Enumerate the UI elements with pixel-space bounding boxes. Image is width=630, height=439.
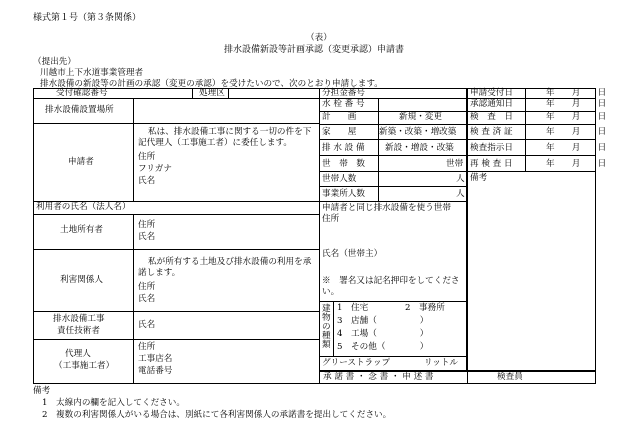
water-meter-label: 水 栓 番 号	[322, 99, 365, 109]
table-marker: （表）	[306, 33, 332, 43]
form-title: 排水設備新設等計画承認（変更承認）申請書	[224, 45, 405, 55]
office-members-label: 事業所人数	[322, 189, 365, 199]
right-row-3-value: 年 月 日	[546, 112, 607, 122]
same-household-label: 申請者と同じ排水設備を使う世帯	[322, 203, 451, 213]
right-row-6-value: 年 月 日	[546, 159, 607, 169]
agent-label-2: （工事施工者）	[54, 361, 115, 371]
plan-label: 計 画	[322, 112, 357, 122]
applicant-address: 住所	[138, 152, 156, 162]
agent-address: 住所	[138, 342, 156, 352]
households-unit: 世帯	[446, 159, 464, 169]
house-value: 新築・改築・増改築	[379, 127, 457, 137]
note-1: 1 太線内の欄を記入してください。	[42, 398, 185, 408]
right-row-6-label: 再 検 査 日	[470, 159, 513, 169]
stakeholder-consent: 私が所有する土地及び排水設備の利用を承諾します。	[138, 257, 312, 279]
user-name-label: 利用者の氏名（法人名）	[36, 202, 131, 212]
householder-name-label: 氏名（世帯主）	[322, 249, 383, 259]
house-label: 家 屋	[322, 127, 357, 137]
right-remarks-label: 備考	[470, 173, 488, 183]
building-type-4: 4 工場（ ）	[337, 329, 429, 339]
reception-number-label: 受付確認番号	[56, 88, 108, 98]
addressee: 川越市上下水道事業管理者	[40, 68, 144, 78]
stakeholder-label: 利害関係人	[60, 275, 103, 285]
agent-label-1: 代理人	[65, 349, 91, 359]
applicant-furigana: フリガナ	[138, 164, 172, 174]
households-label: 世 帯 数	[322, 159, 365, 169]
right-row-5-label: 検査指示日	[470, 143, 513, 153]
engineer-label-2: 責任技術者	[57, 326, 100, 336]
drainage-value: 新設・増設・改築	[385, 143, 454, 153]
engineer-name: 氏名	[138, 320, 156, 330]
building-type-5: 5 その他（ ）	[337, 342, 429, 352]
building-type-1: 1 住宅	[337, 303, 369, 313]
applicant-name: 氏名	[138, 176, 156, 186]
building-type-label: 建物の種類	[322, 304, 331, 351]
submit-to-label: （提出先）	[33, 57, 76, 67]
intro-text: 排水設備の新設等の計画の承認（変更の承認）を受けたいので、次のとおり申請します。	[40, 79, 383, 89]
applicant-label: 申請者	[68, 157, 94, 167]
right-row-1-label: 申請受付日	[470, 88, 513, 98]
office-members-unit: 人	[456, 189, 465, 199]
grease-trap-label: グリーストラップ	[322, 358, 391, 368]
share-number-label: 分担金番号	[322, 88, 365, 98]
seal-note: ※ 署名又は記名押印をしてください。	[322, 276, 460, 298]
stakeholder-address: 住所	[138, 282, 156, 292]
right-row-4-value: 年 月 日	[546, 127, 607, 137]
agent-phone: 電話番号	[138, 366, 173, 376]
same-household-address: 住所	[322, 214, 340, 224]
note-2: 2 複数の利害関係人がいる場合は、別紙にて各利害関係人の承諾書を提出してください。	[42, 410, 392, 420]
district-label: 処理区	[199, 88, 225, 98]
grease-trap-unit: リットル	[424, 358, 459, 368]
right-row-2-label: 承認通知日	[470, 99, 513, 109]
landowner-address: 住所	[138, 220, 156, 230]
agent-shop-name: 工事店名	[138, 354, 173, 364]
applicant-delegation: 私は、排水設備工事に関する一切の件を下記代理人（工事施工者）に委任します。	[138, 127, 312, 149]
landowner-label: 土地所有者	[60, 225, 103, 235]
right-row-1-value: 年 月 日	[546, 88, 607, 98]
right-row-5-value: 年 月 日	[546, 143, 607, 153]
plan-value: 新規・変更	[399, 112, 442, 122]
landowner-name: 氏名	[138, 232, 156, 242]
stakeholder-name: 氏名	[138, 294, 156, 304]
right-row-2-value: 年 月 日	[546, 99, 607, 109]
right-row-4-label: 検 査 済 証	[470, 127, 513, 137]
right-row-3-label: 検 査 日	[470, 112, 513, 122]
install-location-label: 排水設備設置場所	[45, 105, 114, 115]
engineer-label-1: 排水設備工事	[53, 314, 105, 324]
household-members-label: 世帯人数	[322, 174, 357, 184]
notes-heading: 備考	[33, 386, 51, 396]
consent-docs-label: 承 諾 書 ・ 念 書 ・ 申 述 書	[323, 372, 434, 382]
building-type-2: 2 事務所	[405, 303, 445, 313]
drainage-label: 排 水 設 備	[322, 143, 365, 153]
inspector-label: 検査員	[497, 372, 523, 382]
household-members-unit: 人	[456, 174, 465, 184]
building-type-3: 3 店舗（ ）	[337, 316, 429, 326]
form-number: 様式第１号（第３条関係）	[33, 13, 142, 23]
